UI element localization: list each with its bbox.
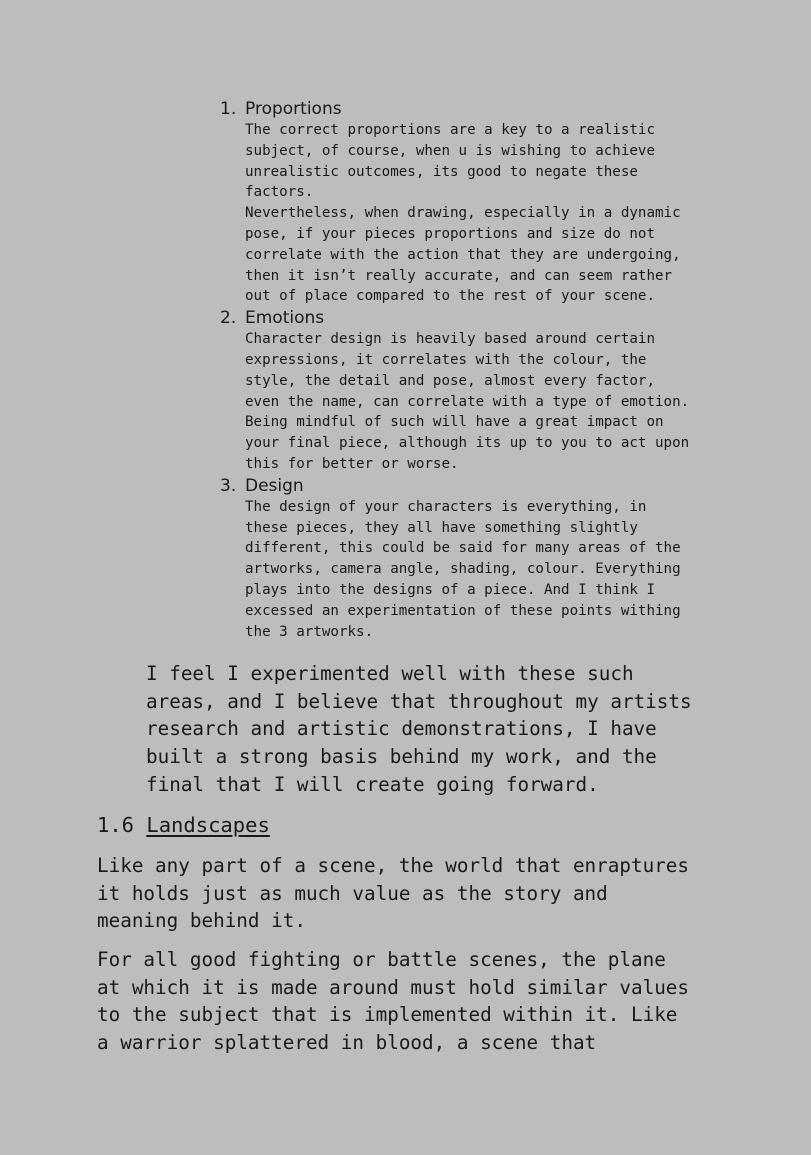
list-item-title: Design	[245, 475, 304, 496]
list-item-title: Proportions	[245, 99, 342, 119]
body-paragraph: Like any part of a scene, the world that enraptures it holds just as much value as the story and meaning behind it.	[97, 854, 690, 933]
list-item-number: 3.	[220, 475, 237, 496]
list-item-proportions	[220, 98, 760, 307]
body-paragraph: For all good fighting or battle scenes, the plane at which it is made around must hold similar values to the subject that is implemented within it. Like a warrior splattered in blood, a scene that	[97, 948, 690, 1055]
section-title: Landscapes	[146, 813, 270, 837]
list-item-design	[220, 475, 760, 643]
list-item-heading	[220, 98, 760, 120]
numbered-list	[220, 98, 760, 642]
list-item-heading	[220, 307, 760, 329]
list-item-body: Character design is heavily based around certain expressions, it correlates with the colour, the style, the detail and pose, almost every factor, even the name, can correlate with a type of emotion. Being mindful of such will have a great impact on your final piece, although its up to you to act upon this for better or worse.	[245, 331, 690, 472]
list-item-body: The correct proportions are a key to a realistic subject, of course, when u is wishing to achieve unrealistic outcomes, its good to negate these factors. Nevertheless, when drawing, especially in a dynamic pose, if your pieces proportions and size do not correlate with the action that they are undergoing, then it isn’t really accurate, and can seem rather out of place compared to the rest of your scene.	[245, 122, 681, 305]
list-item-heading	[220, 475, 760, 497]
list-item-emotions	[220, 307, 760, 475]
list-item-number: 2.	[220, 308, 237, 329]
list-item-body: The design of your characters is everything, in these pieces, they all have something slightly different, this could be said for many areas of the artworks, camera angle, shading, colour. Everything plays into the designs of a piece. And I think I excessed an experimentation of these points withing the 3 artworks.	[245, 498, 681, 640]
conclusion-paragraph: I feel I experimented well with these such areas, and I believe that throughout my artists research and artistic demonstrations, I have built a strong basis behind my work, and the final that I will create going forward.	[146, 662, 692, 796]
list-item-title: Emotions	[245, 308, 325, 329]
section-number: 1.6	[97, 813, 135, 837]
section-heading	[97, 810, 270, 840]
list-item-number: 1.	[220, 99, 237, 119]
